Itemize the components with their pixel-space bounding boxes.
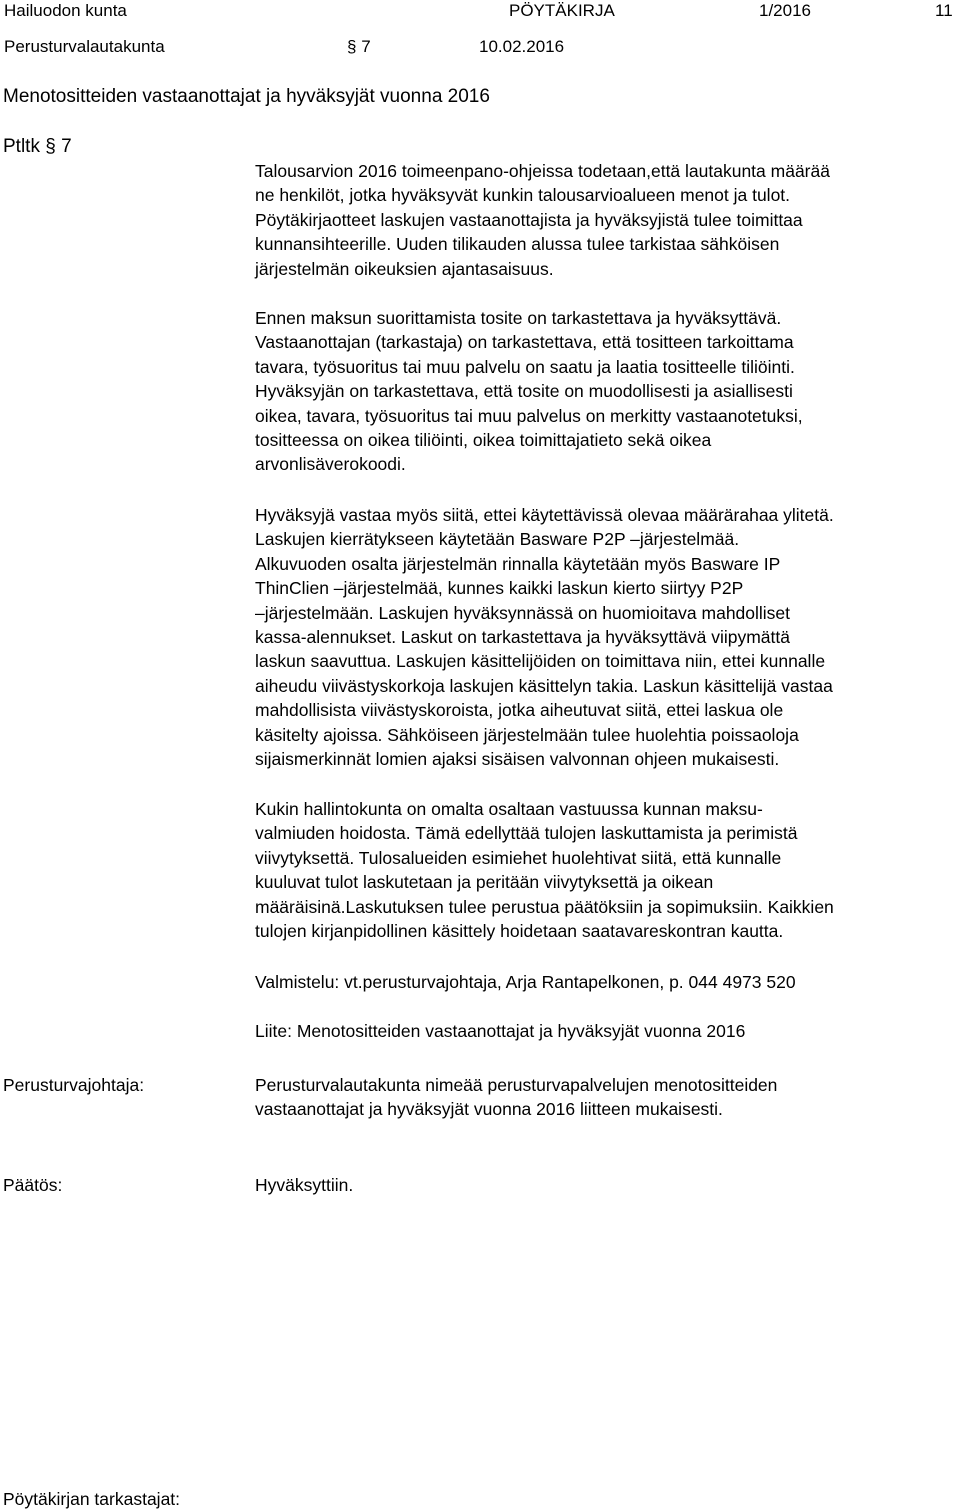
paragraph-line: mahdollisista viivästyskoroista, jotka aiheutuvat siitä, ettei laskua ole — [255, 700, 784, 721]
proposal-text — [255, 1073, 957, 1122]
paragraph-2 — [255, 306, 957, 477]
paragraph-line: kunnansihteerille. Uuden tilikauden alussa tulee tarkistaa sähköisen — [255, 234, 780, 255]
paragraph-line: kassa-alennukset. Laskut on tarkastettava ja hyväksyttävä viipymättä — [255, 627, 790, 648]
paragraph-line: määräisinä.Laskutuksen tulee perustua päätöksiin ja sopimuksiin. Kaikkien — [255, 896, 834, 917]
paragraph-line: tulojen kirjanpidollinen käsittely hoidetaan saatavareskontran kautta. — [255, 921, 784, 942]
proposal-line: vastaanottajat ja hyväksyjät vuonna 2016 liitteen mukaisesti. — [255, 1099, 723, 1120]
paragraph-line: ThinClien –järjestelmää, kunnes kaikki laskun kierto siirtyy P2P — [255, 578, 744, 599]
paragraph-1 — [255, 159, 957, 281]
paragraph-line: viivytyksettä. Tulosalueiden esimiehet huolehtivat siitä, että kunnalle — [255, 847, 782, 868]
proposal-label: Perusturvajohtaja: — [3, 1075, 145, 1095]
paragraph-line: tositteessa on oikea tiliöinti, oikea toimittajatieto sekä oikea — [255, 430, 712, 451]
decision-label: Päätös: — [3, 1175, 63, 1195]
paragraph-line: sijaismerkinnät lomien ajaksi sisäisen valvonnan ohjeen mukaisesti. — [255, 749, 780, 770]
page-number: 11 — [935, 1, 953, 20]
section-ref-symbol: § — [45, 136, 56, 157]
decision-line: Hyväksyttiin. — [255, 1175, 354, 1195]
paragraph-line: Pöytäkirjaotteet laskujen vastaanottajista ja hyväksyjistä tulee toimittaa — [255, 209, 803, 230]
decision-text — [255, 1173, 957, 1197]
paragraph-line: Laskujen kierrätykseen käytetään Basware P2P –järjestelmää. — [255, 529, 740, 550]
paragraph-line: Hyväksyjän on tarkastettava, että tosite on muodollisesti ja asiallisesti — [255, 381, 793, 402]
attachment-info — [255, 1019, 957, 1043]
section-prefix: Ptltk — [3, 136, 40, 157]
page-title: Menotositteiden vastaanottajat ja hyväksyjät vuonna 2016 — [3, 86, 490, 107]
paragraph-line: Ennen maksun suorittamista tosite on tarkastettava ja hyväksyttävä. — [255, 308, 782, 328]
attachment-line: Liite: Menotositteiden vastaanottajat ja hyväksyjät vuonna 2016 — [255, 1021, 746, 1041]
paragraph-line: käsitelty ajoissa. Sähköiseen järjestelmään tulee huolehtia poissaoloja — [255, 724, 799, 745]
paragraph-line: kuuluvat tulot laskutetaan ja peritään viivytyksettä ja oikean — [255, 872, 714, 893]
proposal-line: Perusturvalautakunta nimeää perusturvapalvelujen menotositteiden — [255, 1075, 778, 1095]
section-reference — [3, 136, 72, 158]
paragraph-line: laskun saavuttua. Laskujen käsittelijöiden on toimittava niin, ettei kunnalle — [255, 651, 826, 672]
preparer-info — [255, 970, 957, 994]
paragraph-line: oikea, tavara, työsuoritus tai muu palvelus on merkitty vastaanotetuksi, — [255, 405, 803, 426]
paragraph-line: aiheudu viivästyskorkoja laskujen käsittelyn takia. Laskun käsittelijä vastaa — [255, 675, 833, 696]
paragraph-line: Vastaanottajan (tarkastaja) on tarkastettava, että tositteen tarkoittama — [255, 332, 794, 353]
document-type: PÖYTÄKIRJA — [509, 1, 615, 20]
paragraph-line: arvonlisäverokoodi. — [255, 454, 406, 475]
paragraph-line: tavara, työsuoritus tai muu palvelu on saatu ja laatia tositteelle tiliöinti. — [255, 356, 795, 377]
section-number: 7 — [361, 37, 371, 56]
reviewers-label: Pöytäkirjan tarkastajat: — [3, 1489, 181, 1509]
header-section-ref — [347, 37, 371, 57]
paragraph-line: ne henkilöt, jotka hyväksyvät kunkin talousarvioalueen menot ja tulot. — [255, 185, 791, 206]
section-symbol: § — [347, 37, 357, 56]
paragraph-line: valmiuden hoidosta. Tämä edellyttää tulojen laskuttamista ja perimistä — [255, 823, 798, 844]
paragraph-line: Kukin hallintokunta on omalta osaltaan vastuussa kunnan maksu- — [255, 799, 763, 819]
municipality-name: Hailuodon kunta — [4, 1, 127, 20]
document-number: 1/2016 — [759, 1, 811, 20]
paragraph-line: järjestelmän oikeuksien ajantasaisuus. — [255, 258, 554, 279]
paragraph-line: Talousarvion 2016 toimeenpano-ohjeissa todetaan,että lautakunta määrää — [255, 161, 830, 181]
meeting-date: 10.02.2016 — [479, 37, 565, 56]
paragraph-line: Alkuvuoden osalta järjestelmän rinnalla käytetään myös Basware IP — [255, 553, 781, 574]
paragraph-line: –järjestelmään. Laskujen hyväksynnässä on huomioitava mahdolliset — [255, 602, 791, 623]
section-ref-number: 7 — [61, 136, 72, 157]
preparer-line: Valmistelu: vt.perusturvajohtaja, Arja Rantapelkonen, p. 044 4973 520 — [255, 972, 796, 992]
paragraph-4 — [255, 797, 957, 943]
paragraph-line: Hyväksyjä vastaa myös siitä, ettei käytettävissä olevaa määrärahaa ylitetä. — [255, 505, 834, 525]
board-name: Perusturvalautakunta — [4, 37, 165, 56]
paragraph-3 — [255, 503, 957, 771]
